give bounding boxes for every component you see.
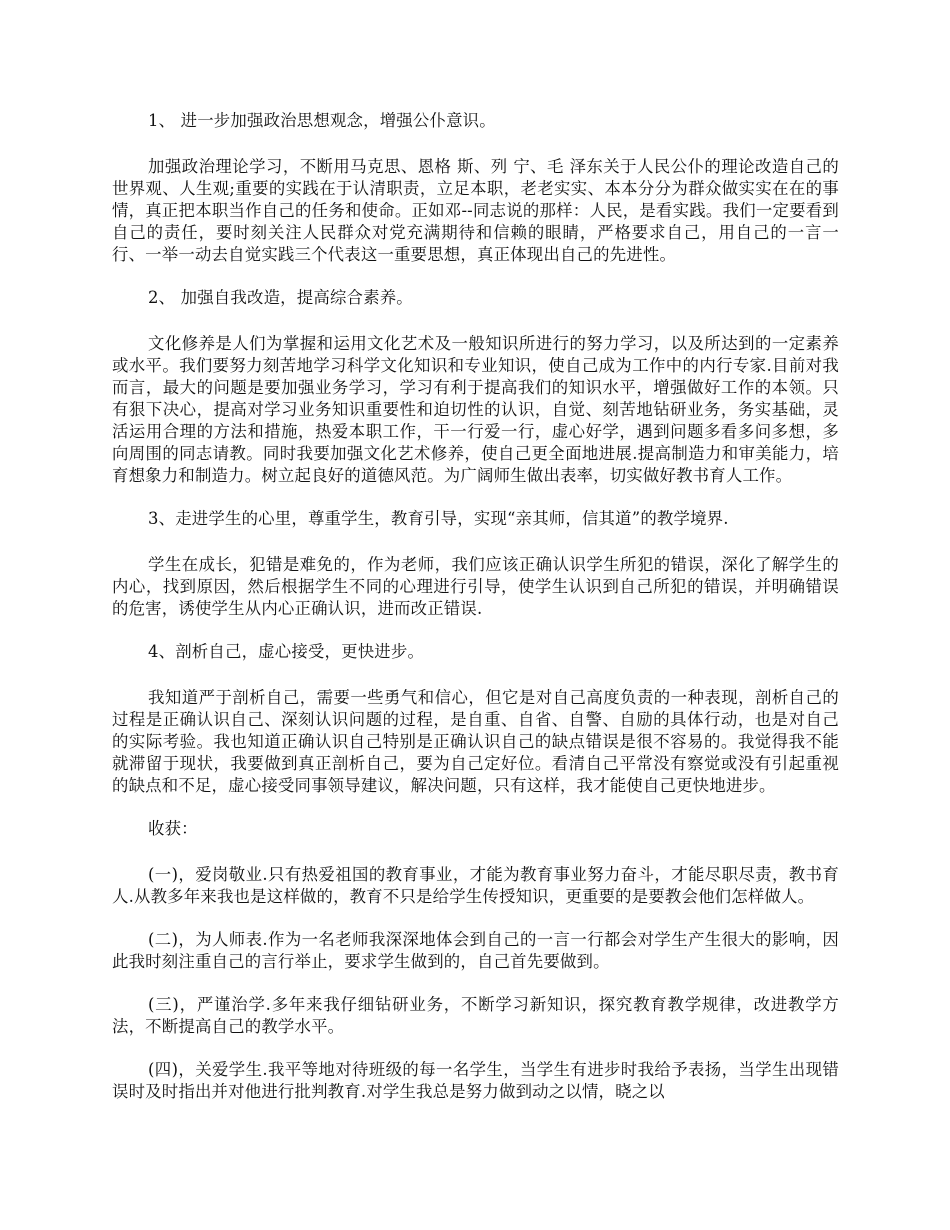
harvest-item-3: (三)，严谨治学.多年来我仔细钻研业务，不断学习新知识，探究教育教学规律，改进教学方法，不断提高自己的教学水平。 [112, 995, 839, 1036]
section-2-heading: 2、 加强自我改造，提高综合素养。 [148, 288, 413, 307]
section-1-heading: 1、 进一步加强政治思想观念，增强公仆意识。 [148, 111, 496, 130]
section-2-body: 文化修养是人们为掌握和运用文化艺术及一般知识所进行的努力学习，以及所达到的一定素养或水平。我们要努力刻苦地学习科学文化知识和专业知识，使自己成为工作中的内行专家.目前对我而言，最大的问题是要加强业务学习，学习有利于提高我们的知识水平，增强做好工作的本领。只有狠下决心，提高对学习业务知识重要性和迫切性的认识，自觉、刻苦地钻研业务，务实基础，灵活运用合理的方法和措施，热爱本职工作，干一行爱一行，虚心好学，遇到问题多看多问多想，多向周围的同志请教。同时我要加强文化艺术修养，使自己更全面地进展.提高制造力和审美能力，培育想象力和制造力。树立起良好的道德风范。为广阔师生做出表率，切实做好教书育人工作。 [112, 334, 839, 485]
document-page [112, 110, 839, 1124]
harvest-heading: 收获： [148, 819, 198, 838]
harvest-item-2: (二)，为人师表.作为一名老师我深深地体会到自己的一言一行都会对学生产生很大的影响，因此我时刻注重自己的言行举止，要求学生做到的，自己首先要做到。 [112, 930, 839, 971]
section-4-heading: 4、剖析自己，虚心接受，更快进步。 [148, 642, 425, 661]
section-4-body: 我知道严于剖析自己，需要一些勇气和信心，但它是对自己高度负责的一种表现，剖析自己的过程是正确认识自己、深刻认识问题的过程，是自重、自省、自警、自励的具体行动，也是对自己的实际考验。我也知道正确认识自己特别是正确认识自己的缺点错误是很不容易的。我觉得我不能就滞留于现状，我要做到真正剖析自己，要为自己定好位。看清自己平常没有察觉或没有引起重视的缺点和不足，虚心接受同事领导建议，解决问题，只有这样，我才能使自己更快地进步。 [112, 688, 839, 795]
section-3-body: 学生在成长，犯错是难免的，作为老师，我们应该正确认识学生所犯的错误，深化了解学生的内心，找到原因，然后根据学生不同的心理进行引导，使学生认识到自己所犯的错误，并明确错误的危害，诱使学生从内心正确认识，进而改正错误. [112, 555, 839, 618]
section-3-heading: 3、走进学生的心里，尊重学生，教育引导，实现“亲其师，信其道”的教学境界. [148, 509, 729, 528]
harvest-item-1: (一)，爱岗敬业.只有热爱祖国的教育事业，才能为教育事业努力奋斗，才能尽职尽责，教书育人.从教多年来我也是这样做的，教育不只是给学生传授知识，更重要的是要教会他们怎样做人。 [112, 865, 839, 906]
section-1-body: 加强政治理论学习，不断用马克思、恩格 斯、列 宁、毛 泽东关于人民公仆的理论改造自己的世界观、人生观;重要的实践在于认清职责，立足本职，老老实实、本本分分为群众做实实在在的事情，真正把本职当作自己的任务和使命。正如邓--同志说的那样：人民，是看实践。我们一定要看到自己的责任，要时刻关注人民群众对党充满期待和信赖的眼睛，严格要求自己，用自己的一言一行、一举一动去自觉实践三个代表这一重要思想，真正体现出自己的先进性。 [112, 157, 839, 264]
harvest-item-4: (四)，关爱学生.我平等地对待班级的每一名学生，当学生有进步时我给予表扬，当学生出现错误时及时指出并对他进行批判教育.对学生我总是努力做到动之以情，晓之以 [112, 1060, 839, 1101]
